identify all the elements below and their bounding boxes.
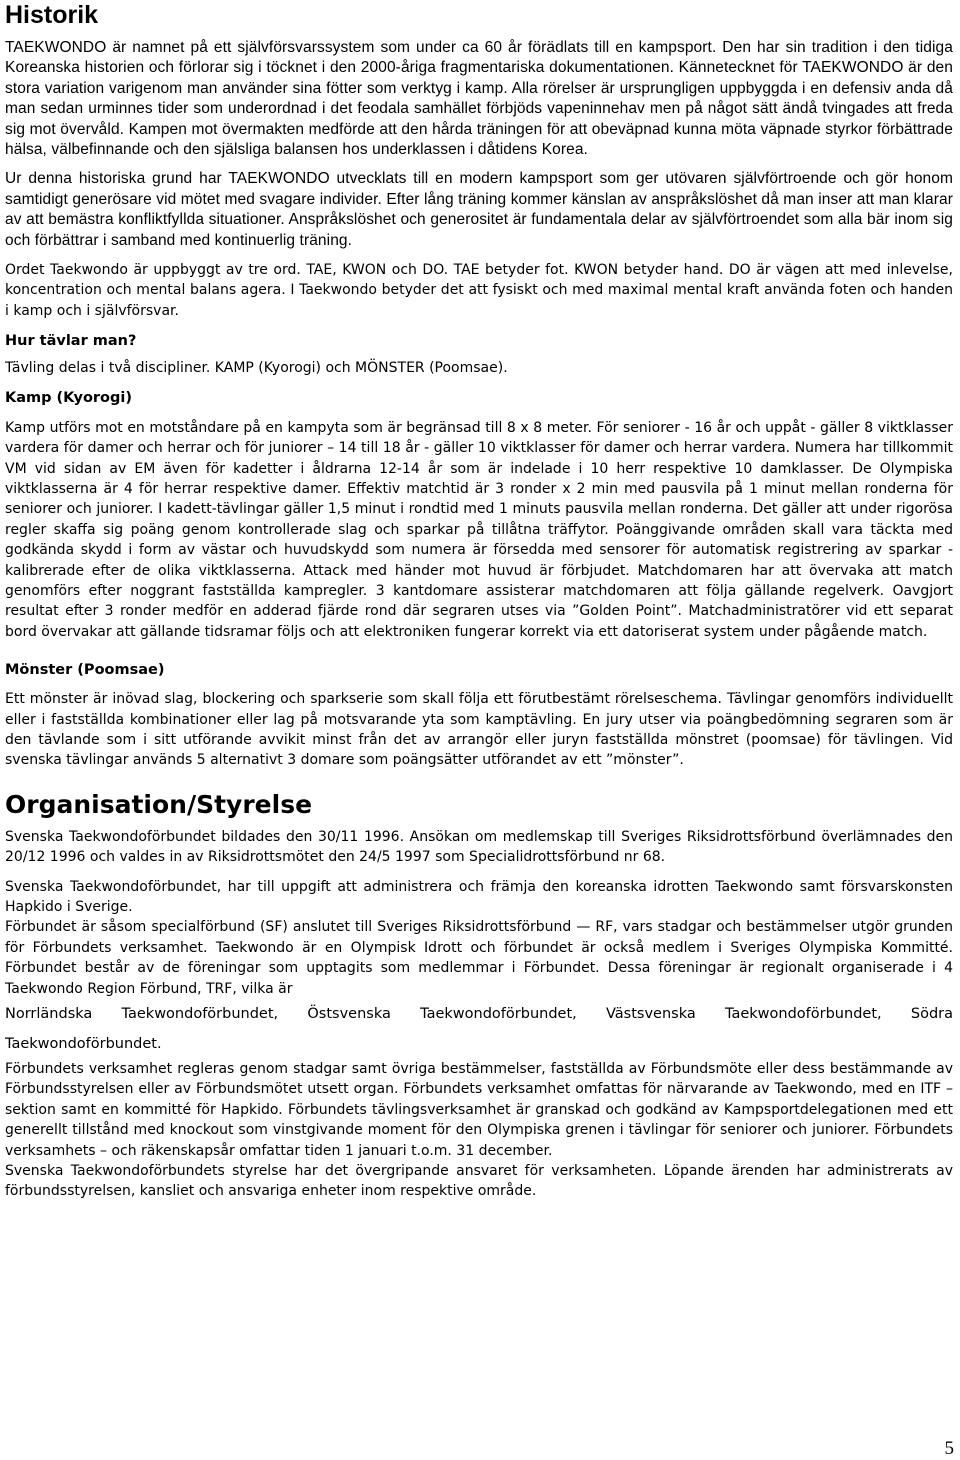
monster-paragraph: Ett mönster är inövad slag, blockering och sparkserie som skall följa ett förutbestämt rörelseschema. Tävlingar genomförs individuellt eller i fastställda kombinationer eller lag på motsvarande yta som kamptävling. En jury utser via poängbedömning segraren som är den tävlande som i sitt utförande avvikit minst från det av arrangör eller juryn fastställda mönstret (poomsae) för tävlingen. Vid svenska tävlingar används 5 alternativt 3 domare som poängsätter utförandet av ett ”mönster”.	[5, 691, 953, 769]
organisation-paragraph-1: Svenska Taekwondoförbundet bildades den 30/11 1996. Ansökan om medlemskap till Sveriges Riksidrottsförbund överlämnades den 20/12 1996 och valdes in av Riksidrottsmötet den 24/5 1997 som Specialidrottsförbund nr 68.	[5, 828, 953, 866]
organisation-paragraph-3: Förbundet är såsom specialförbund (SF) anslutet till Sveriges Riksidrottsförbund — RF, vars stadgar och bestämmelser utgör grunden för Förbundets verksamhet. Taekwondo är en Olympisk Idrott och förbundet är också medlem i Sveriges Olympiska Kommitté. Förbundet består av de föreningar som upptagits som medlemmar i Förbundet. Dessa föreningar är regionalt organiserade i 4 Taekwondo Region Förbund, TRF, vilka är	[5, 919, 953, 997]
section-title-organisation: Organisation/Styrelse	[5, 789, 313, 819]
kamp-heading: Kamp (Kyorogi)	[5, 389, 132, 406]
historik-paragraph-1: TAEKWONDO är namnet på ett självförsvarssystem som under ca 60 år förädlats till en kampsport. Den har sin tradition i den tidiga Koreanska historien och förlorar sig i töcknet i den 2000-åriga fragmentariska dokumentationen. Kännetecknet för TAEKWONDO är den stora variation varigenom man använder sina fötter som verktyg i kamp. Alla rörelser är ursprungligen uppbyggda i en defensiv anda då man sedan urminnes tider som underordnad i det feodala samhället förbjöds vapeninnehav men på något sätt ändå tvingades att freda sig mot övervåld. Kampen mot övermakten medförde att den hårda träningen för att obeväpnad kunna möta väpnade styrkor förbättrade hälsa, välbefinnande och den själsliga balansen hos underklassen i dåtidens Korea.	[5, 39, 953, 159]
organisation-paragraph-5: Svenska Taekwondoförbundets styrelse har det övergripande ansvaret för verksamheten. Löpande ärenden har administrerats av förbundsstyrelsen, kansliet och ansvariga enheter inom respektive område.	[5, 1163, 953, 1200]
organisation-paragraph-4: Förbundets verksamhet regleras genom stadgar samt övriga bestämmelser, fastställda av Förbundsmöte eller dess bestämmande av Förbundsstyrelsen eller av Förbundsmötet utsett organ. Förbundets verksamhet omfattas för närvarande av Taekwondo, med en ITF – sektion samt en kommitté för Hapkido. Förbundets tävlingsverksamhet är granskad och godkänd av Kampsportdelegationen med ett generellt tillstånd med knockout som vinstgivande moment för den Olympiska grenen i tävlingar för seniorer och juniorer. Förbundets verksamhets – och räkenskapsår omfattar tiden 1 januari t.o.m. 31 december.	[5, 1061, 953, 1159]
organisation-paragraph-2: Svenska Taekwondoförbundet, har till uppgift att administrera och främja den koreanska idrotten Taekwondo samt försvarskonsten Hapkido i Sverige.	[5, 878, 953, 915]
tavling-heading: Hur tävlar man?	[5, 333, 137, 350]
kamp-paragraph: Kamp utförs mot en motståndare på en kampyta som är begränsad till 8 x 8 meter. För seniorer - 16 år och uppåt - gäller 8 viktklasser vardera för damer och herrar och för juniorer – 14 till 18 år - gäller 10 viktklasser för damer och herrar vardera. Numera har tillkommit VM vid sidan av EM även för kadetter i åldrarna 12-14 år som är indelade i 10 herr respektive 10 damklasser. De Olympiska viktklasserna är 4 för herrar respektive damer. Effektiv matchtid är 3 ronder x 2 min med pausvila på 1 minut mellan ronderna för seniorer och juniorer. I kadett-tävlingar gäller 1,5 minut i rondtid med 1 minuts pausvila mellan ronderna. Det gäller att under rigorösa regler skaffa sig poäng genom kontrollerade slag och sparkar på tillåtna träffytor. Poänggivande områden skall vara täckta med godkända skydd i form av västar och huvudskydd som numera är försedda med sensorer för automatisk registrering av sparkar - kalibrerade efter de olika viktklasserna. Attack med händer mot huvud är förbjudet. Matchdomaren har att övervaka att match genomförs efter noggrant fastställda kampregler. 3 kantdomare assisterar matchdomaren att följa gällande regelverk. Oavgjort resultat efter 3 ronder medför en adderad fjärde rond där segraren utses via ”Golden Point”. Matchadministratörer vid ett separat bord övervakar att gällande tidsramar följs och att elektroniken fungerar korrekt via ett datoriserat system under pågående match.	[5, 419, 953, 640]
document-page	[5, 0, 953, 1202]
historik-paragraph-2: Ur denna historiska grund har TAEKWONDO utvecklats till en modern kampsport som ger utövaren självförtroende och gör honom samtidigt generösare vid mötet med svagare individer. Efter lång träning kommer känslan av anspråkslöshet då man inser att man klarar av att bemästra konfliktfyllda situationer. Anspråkslöshet och generositet är fundamentala delar av självförtroendet som alla bär inom sig och förbättrar i samband med kontinuerlig träning.	[5, 170, 953, 249]
page-number: 5	[944, 1438, 954, 1459]
monster-heading: Mönster (Poomsae)	[5, 662, 165, 679]
section-title-historik: Historik	[5, 1, 99, 29]
organisation-regions: Norrländska Taekwondoförbundet, Östsvenska Taekwondoförbundet, Västsvenska Taekwondoförbundet, Södra Taekwondoförbundet.	[5, 1006, 953, 1053]
tavling-intro: Tävling delas i två discipliner. KAMP (Kyorogi) och MÖNSTER (Poomsae).	[5, 360, 508, 377]
historik-paragraph-3: Ordet Taekwondo är uppbyggt av tre ord. TAE, KWON och DO. TAE betyder fot. KWON betyder hand. DO är vägen att med inlevelse, koncentration och mental balans agera. I Taekwondo betyder det att fysiskt och med maximal mental kraft använda foten och handen i kamp och i självförsvar.	[5, 262, 953, 319]
